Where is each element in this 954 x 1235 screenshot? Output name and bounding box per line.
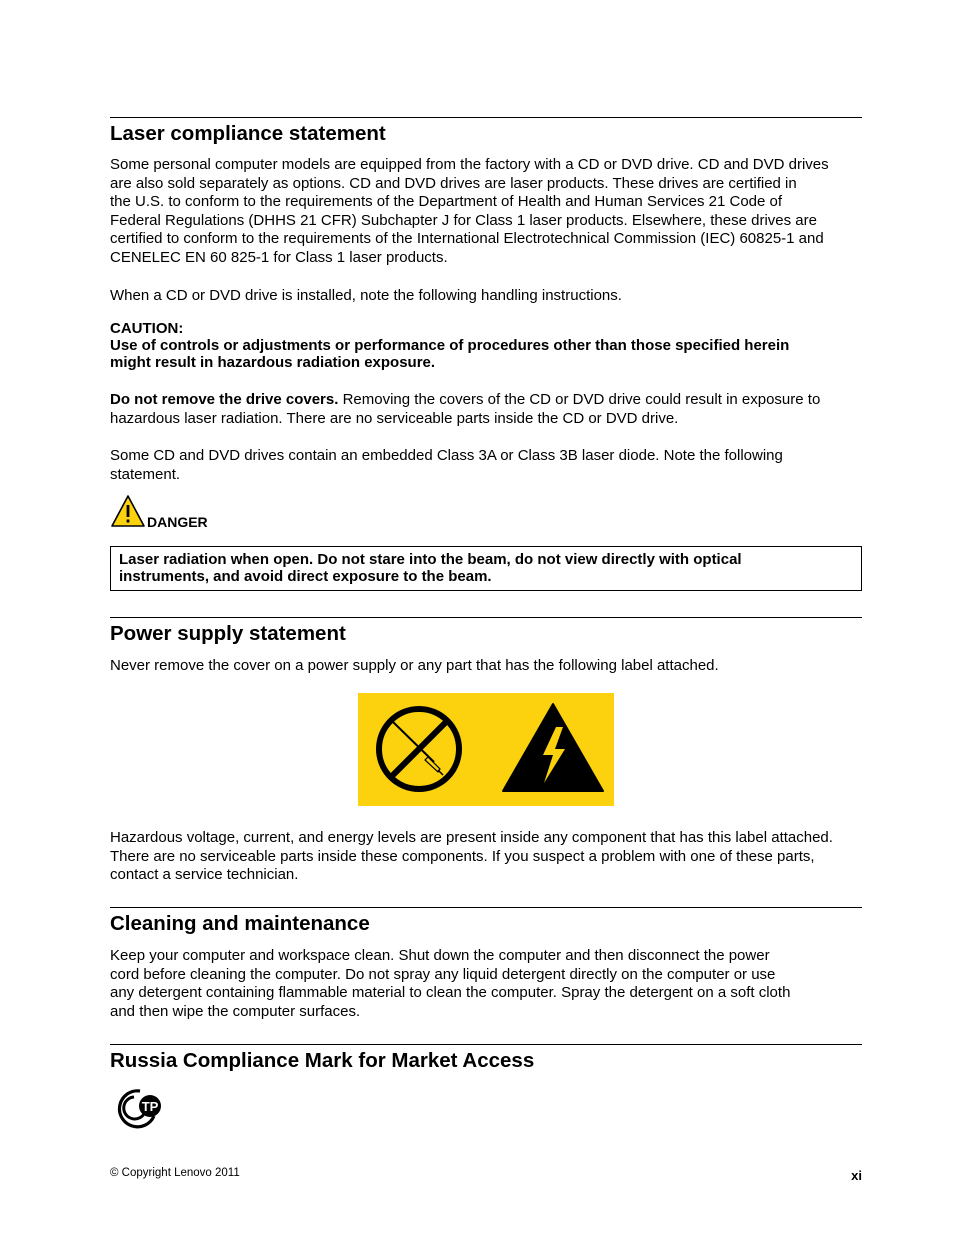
power-body [110,829,862,885]
danger-label: DANGER [147,514,208,530]
section-divider [110,617,862,618]
section-divider [110,1044,862,1045]
power-section [110,617,862,646]
page-number: xi [851,1168,862,1183]
danger-line: instruments, and avoid direct exposure to the beam. [119,568,492,585]
section-divider [110,117,862,118]
text-line: the U.S. to conform to the requirements of the Department of Health and Human Services 21 Code of [110,193,783,211]
text-line: and then wipe the computer surfaces. [110,1002,361,1020]
section-divider [110,907,862,908]
warning-triangle-icon [110,494,146,529]
text-line: Federal Regulations (DHHS 21 CFR) Subchapter J for Class 1 laser products. Elsewhere, these drives are [110,211,817,229]
drive-covers-paragraph [110,391,862,428]
laser-heading: Laser compliance statement [110,122,386,145]
russia-section [110,1044,862,1073]
text-line: certified to conform to the requirements of the International Electrotechnical Commission (IEC) 60825-1 and [110,230,824,248]
danger-line: Laser radiation when open. Do not stare into the beam, do not view directly with optical [119,551,742,568]
text-line: any detergent containing flammable material to clean the computer. Spray the detergent on a soft cloth [110,984,791,1002]
cleaning-section [110,907,862,936]
hazard-warning-label [358,693,614,806]
danger-box [110,546,862,591]
no-tools-icon [379,709,459,789]
covers-bold-lead: Do not remove the drive covers. [110,391,339,408]
text-line: There are no serviceable parts inside these components. If you suspect a problem with one of these parts, [110,847,815,865]
text-line [110,391,862,410]
cleaning-body [110,947,862,1021]
cleaning-heading: Cleaning and maintenance [110,912,370,935]
eac-tr-mark-icon [110,1086,166,1130]
danger-heading [110,494,208,529]
caution-line: might result in hazardous radiation exposure. [110,354,436,371]
caution-label: CAUTION: [110,320,184,337]
text-line: statement. [110,465,181,483]
text-line: Some personal computer models are equipped from the factory with a CD or DVD drive. CD and DVD drives [110,156,829,173]
footer-copyright: © Copyright Lenovo 2011 [110,1167,240,1179]
text-line: Keep your computer and workspace clean. Shut down the computer and then disconnect the power [110,947,770,964]
hazard-label-graphic [358,693,614,806]
laser-paragraph-2: When a CD or DVD drive is installed, note the following handling instructions. [110,287,622,304]
laser-section [110,117,862,146]
laser-paragraph-1 [110,156,862,268]
text-line: hazardous laser radiation. There are no serviceable parts inside the CD or DVD drive. [110,409,679,427]
diode-paragraph [110,447,862,484]
text-line: CENELEC EN 60 825-1 for Class 1 laser products. [110,248,448,266]
covers-rest: Removing the covers of the CD or DVD drive could result in exposure to [338,391,821,408]
caution-line: Use of controls or adjustments or performance of procedures other than those specified herein [110,337,790,354]
text-line: cord before cleaning the computer. Do not spray any liquid detergent directly on the computer or use [110,965,776,983]
russia-heading: Russia Compliance Mark for Market Access [110,1049,535,1072]
text-line: contact a service technician. [110,866,299,884]
text-line: Hazardous voltage, current, and energy levels are present inside any component that has this label attached. [110,829,833,846]
text-line: Some CD and DVD drives contain an embedded Class 3A or Class 3B laser diode. Note the following [110,447,783,464]
text-line: are also sold separately as options. CD and DVD drives are laser products. These drives are certified in [110,174,797,192]
power-intro: Never remove the cover on a power supply or any part that has the following label attached. [110,657,719,674]
power-heading: Power supply statement [110,622,346,645]
svg-text:ТР: ТР [141,1099,159,1114]
caution-block [110,320,862,371]
high-voltage-icon [503,704,603,791]
